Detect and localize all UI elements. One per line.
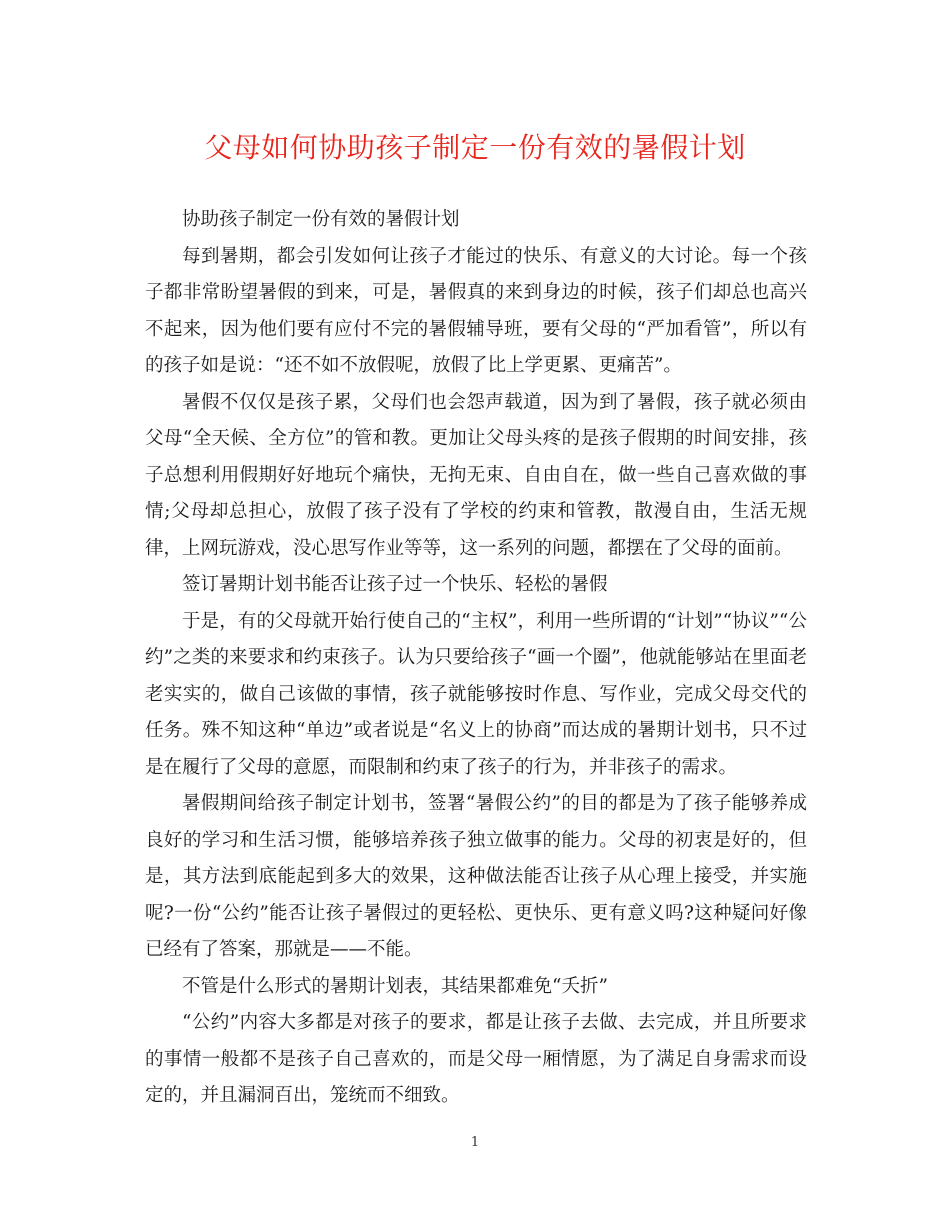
document-title: 父母如何协助孩子制定一份有效的暑假计划 [204, 131, 746, 164]
page-number: 1 [470, 1135, 480, 1150]
paragraph: 每到暑期，都会引发如何让孩子才能过的快乐、有意义的大讨论。每一个孩子都非常盼望暑假的到来，可是，暑假真的来到身边的时候，孩子们却总也高兴不起来，因为他们要有应付不完的暑假辅导班，要有父母的“严加看管”，所以有的孩子如是说：“还不如不放假呢，放假了比上学更累、更痛苦”。 [145, 245, 807, 376]
paragraph: 暑假期间给孩子制定计划书，签署“暑假公约”的目的都是为了孩子能够养成良好的学习和生活习惯，能够培养孩子独立做事的能力。父母的初衷是好的，但是，其方法到底能起到多大的效果，这种做法能否让孩子从心理上接受，并实施呢?一份“公约”能否让孩子暑假过的更轻松、更快乐、更有意义吗?这种疑问好像已经有了答案，那就是——不能。 [145, 793, 807, 960]
paragraph: 于是，有的父母就开始行使自己的“主权”，利用一些所谓的“计划”“协议”“公约”之类的来要求和约束孩子。认为只要给孩子“画一个圈”，他就能够站在里面老老实实的，做自己该做的事情，孩子就能够按时作息、写作业，完成父母交代的任务。殊不知这种“单边”或者说是“名义上的协商”而达成的暑期计划书，只不过是在履行了父母的意愿，而限制和约束了孩子的行为，并非孩子的需求。 [145, 610, 807, 778]
paragraph: “公约”内容大多都是对孩子的要求，都是让孩子去做、去完成，并且所要求的事情一般都不是孩子自己喜欢的，而是父母一厢情愿，为了满足自身需求而设定的，并且漏洞百出，笼统而不细致。 [145, 1012, 807, 1106]
document-body [145, 202, 807, 1115]
section-heading: 签订暑期计划书能否让孩子过一个快乐、轻松的暑假 [182, 574, 608, 595]
paragraph: 暑假不仅仅是孩子累，父母们也会怨声载道，因为到了暑假，孩子就必须由父母“全天候、全方位”的管和教。更加让父母头疼的是孩子假期的时间安排，孩子总想利用假期好好地玩个痛快，无拘无束、自由自在，做一些自己喜欢做的事情;父母却总担心，放假了孩子没有了学校的约束和管教，散漫自由，生活无规律，上网玩游戏，没心思写作业等等，这一系列的问题，都摆在了父母的面前。 [145, 391, 807, 559]
section-heading: 协助孩子制定一份有效的暑假计划 [182, 209, 460, 230]
section-heading: 不管是什么形式的暑期计划表，其结果都难免“夭折” [182, 975, 608, 997]
